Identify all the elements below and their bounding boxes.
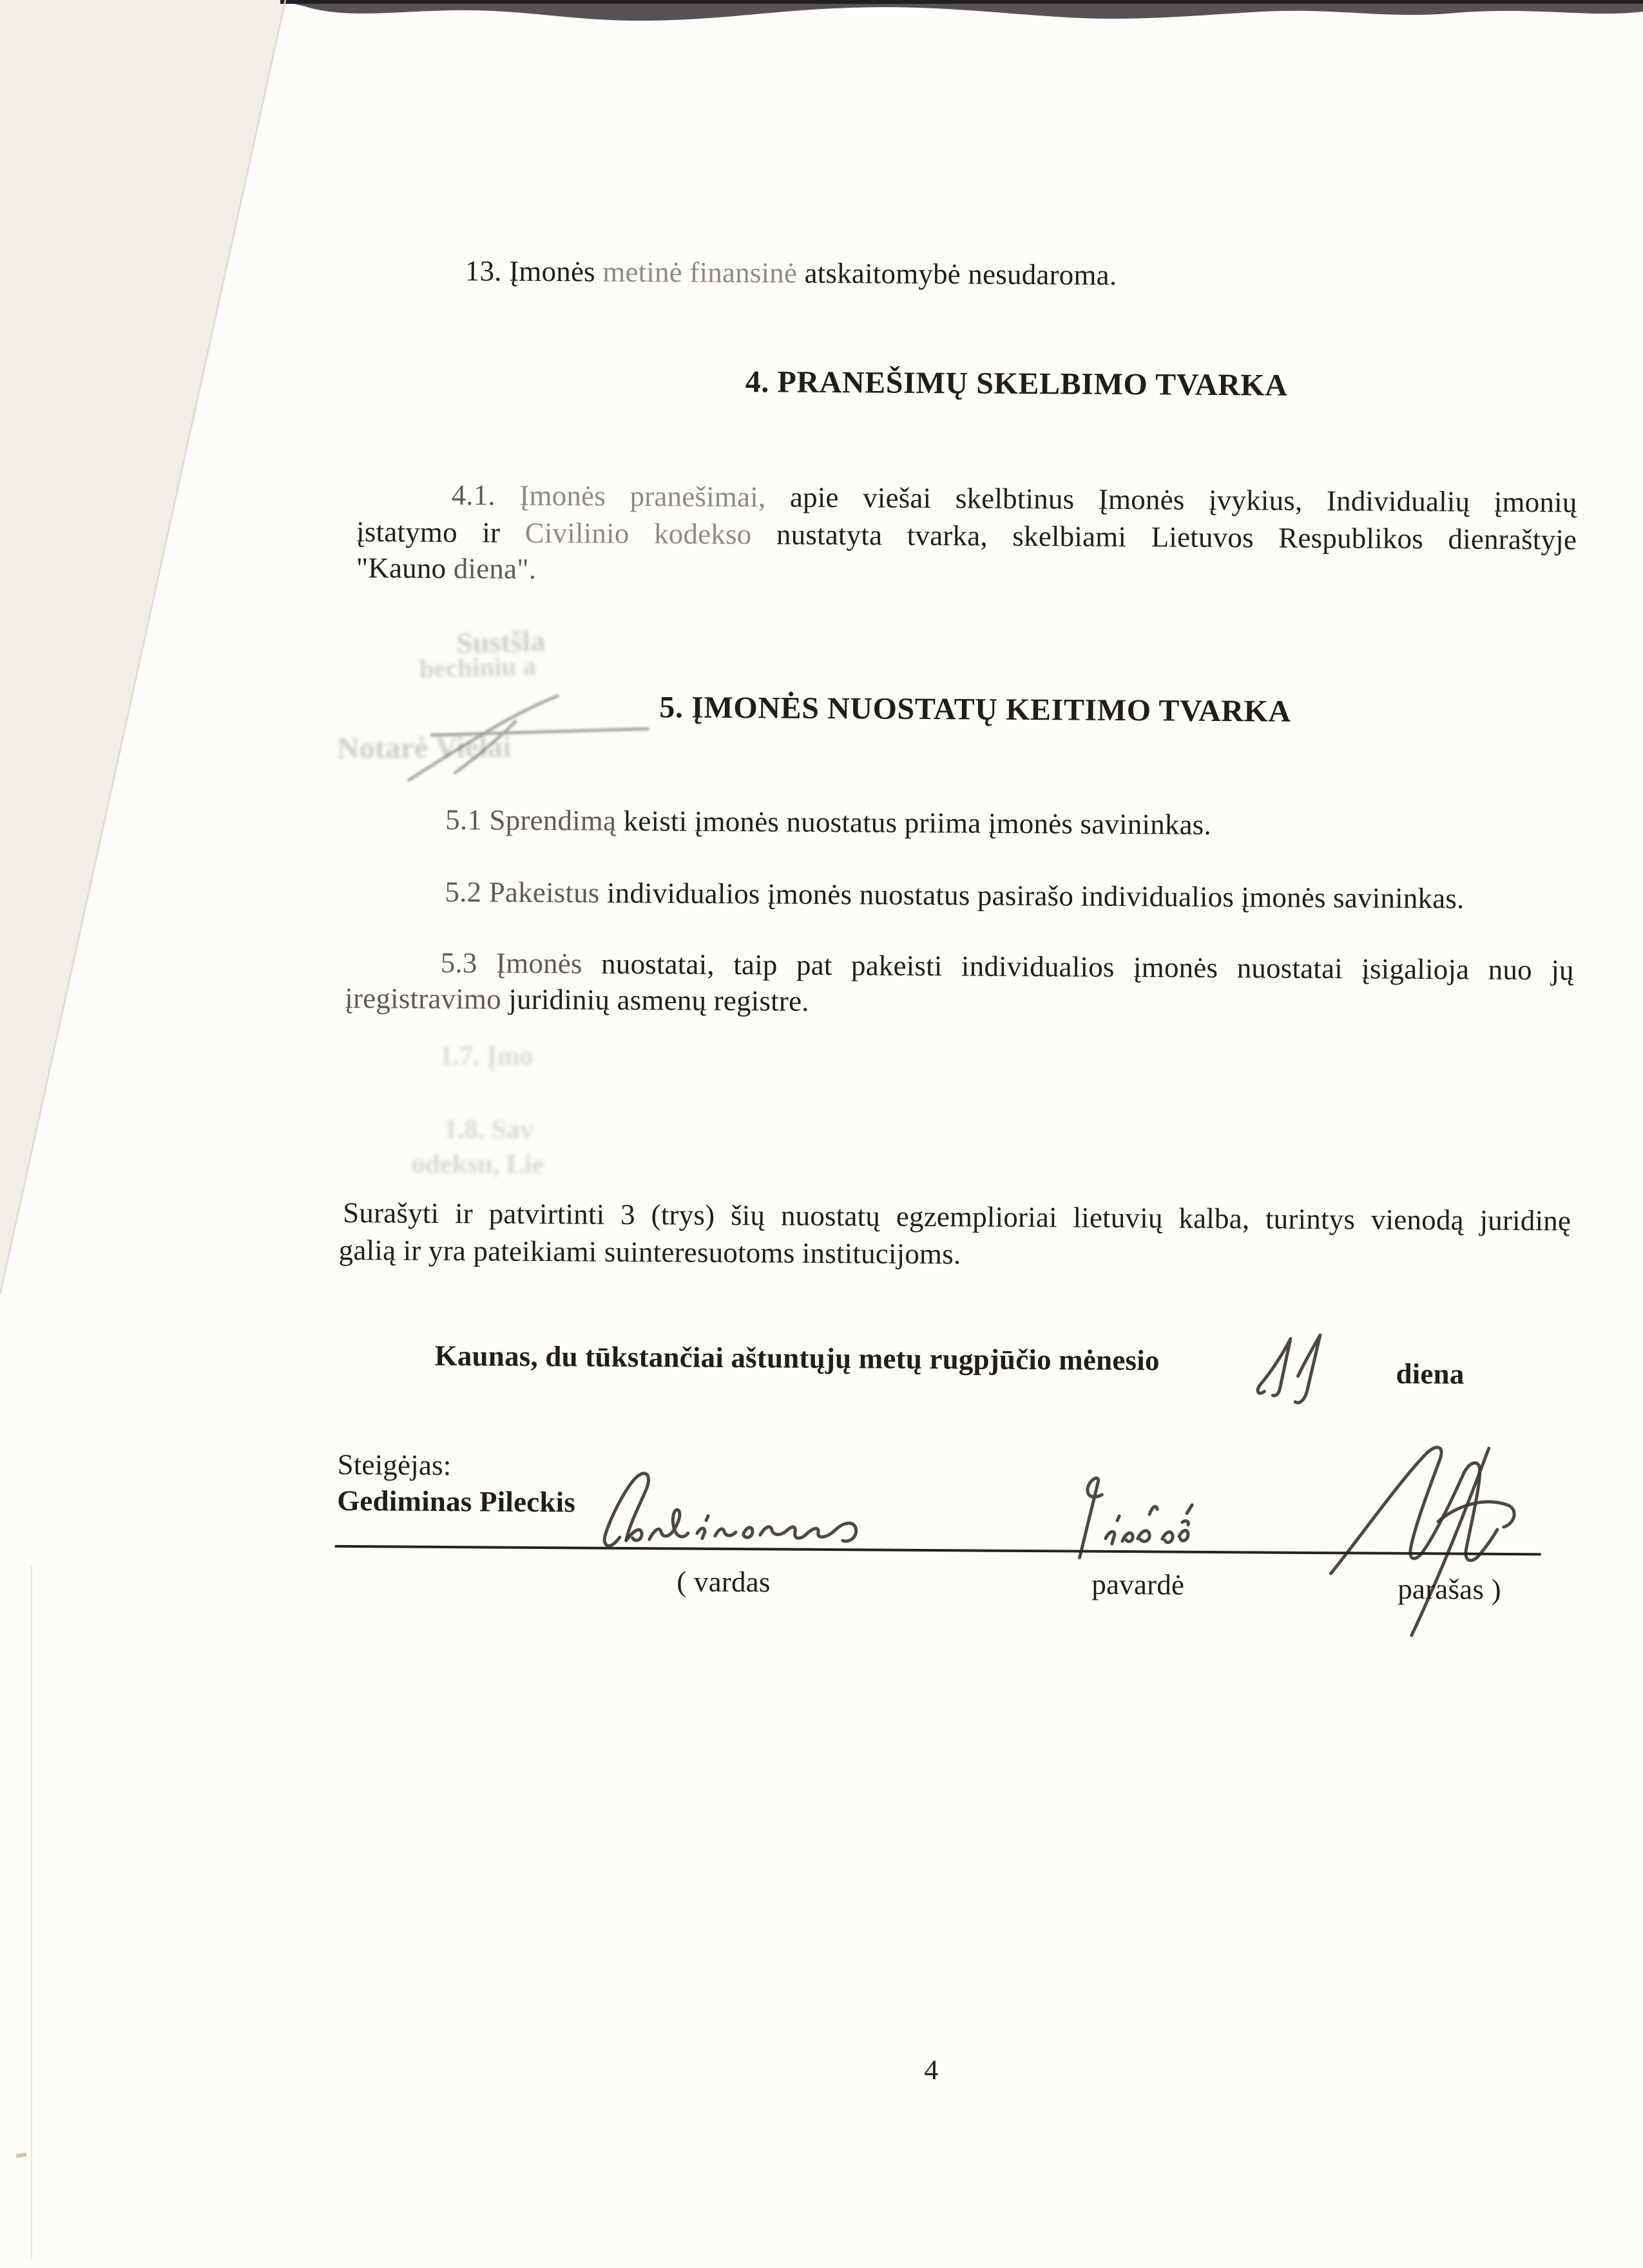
faded-text: Civilinio kodekso <box>524 516 752 551</box>
ghost-text-fragment: Notarė Vielai <box>336 729 512 766</box>
text: nuostatai, taip pat pakeisti individualios įmonės nuostatai įsigalioja nuo jų <box>582 947 1574 986</box>
text: nustatyta tvarka, skelbiami Lietuvos Respublikos dienraštyje <box>751 518 1577 556</box>
text: individualios įmonės nuostatus pasirašo individualios įmonės savininkas. <box>599 876 1465 915</box>
ghost-text-fragment: Sustšla <box>456 624 546 660</box>
paragraph-4-1-line-2 <box>356 514 1577 557</box>
ghost-text-fragment: 1.7. Įmo <box>439 1041 533 1072</box>
founder-name: Gediminas Pileckis <box>337 1484 576 1519</box>
clause-5-3-line-2 <box>345 981 809 1019</box>
label-vardas: ( vardas <box>677 1565 771 1599</box>
clause-5-3-line-1 <box>441 945 1574 988</box>
page-number: 4 <box>924 2053 939 2086</box>
label-pavarde: pavardė <box>1091 1568 1185 1601</box>
clause-5-2 <box>445 874 1464 916</box>
text: keisti įmonės nuostatus priima įmonės savininkas. <box>616 804 1212 841</box>
section-4-heading: 4. PRANEŠIMŲ SKELBIMO TVARKA <box>745 365 1288 403</box>
faded-text: 5.2 Pakeistus <box>445 876 600 909</box>
clause-5-1 <box>445 802 1211 843</box>
text: juridinių asmenų registre. <box>501 983 809 1017</box>
ghost-text-fragment: 1.8. Sav <box>443 1115 534 1145</box>
paragraph-13-text: 13. Įmonės <box>465 255 603 288</box>
signature-flourish <box>1315 1438 1535 1652</box>
section-5-heading: 5. ĮMONĖS NUOSTATŲ KEITIMO TVARKA <box>659 690 1291 729</box>
signature-surname <box>1058 1474 1220 1568</box>
faded-text: 5.3 Įmonės <box>440 946 582 980</box>
text: "Kauno <box>356 552 454 585</box>
ghost-text-fragment: bechiniu a <box>419 650 537 684</box>
founder-label: Steigėjas: <box>337 1448 452 1482</box>
text: įstatymo ir <box>356 515 525 549</box>
paragraph-13-faded-text: metinė finansinė <box>602 255 798 289</box>
ghost-signature-strokes <box>383 683 673 794</box>
faded-text: įregistravimo <box>345 981 502 1015</box>
date-line: Kaunas, du tūkstančiai aštuntųjų metų rugpjūčio mėnesio <box>434 1339 1160 1377</box>
paragraph-4-1-line-3 <box>356 550 537 587</box>
handwritten-day-number <box>1255 1320 1352 1408</box>
faded-text: Įmonės pranešimai, <box>519 479 766 514</box>
faded-text: 5.1 Sprendimą <box>445 803 617 837</box>
text: apie viešai skelbtinus Įmonės įvykius, Individualių įmonių <box>765 481 1577 519</box>
paragraph-4-1-line-1 <box>451 477 1577 520</box>
label-parasas: parašas ) <box>1398 1572 1501 1606</box>
ghost-text-fragment: odeksu, Lie <box>411 1149 544 1180</box>
clause-number: 4.1. <box>451 479 520 512</box>
faded-text: diena". <box>453 552 537 585</box>
paragraph-13 <box>465 253 1117 293</box>
closing-paragraph-line-2: galią ir yra pateikiami suinteresuotoms institucijoms. <box>338 1233 961 1271</box>
date-line-diena: diena <box>1396 1357 1465 1390</box>
paragraph-13-text-end: atskaitomybė nesudaroma. <box>796 256 1117 291</box>
closing-paragraph-line-1: Surašyti ir patvirtinti 3 (trys) šių nuostatų egzemplioriai lietuvių kalba, turintys vienodą juridinę <box>343 1196 1571 1237</box>
